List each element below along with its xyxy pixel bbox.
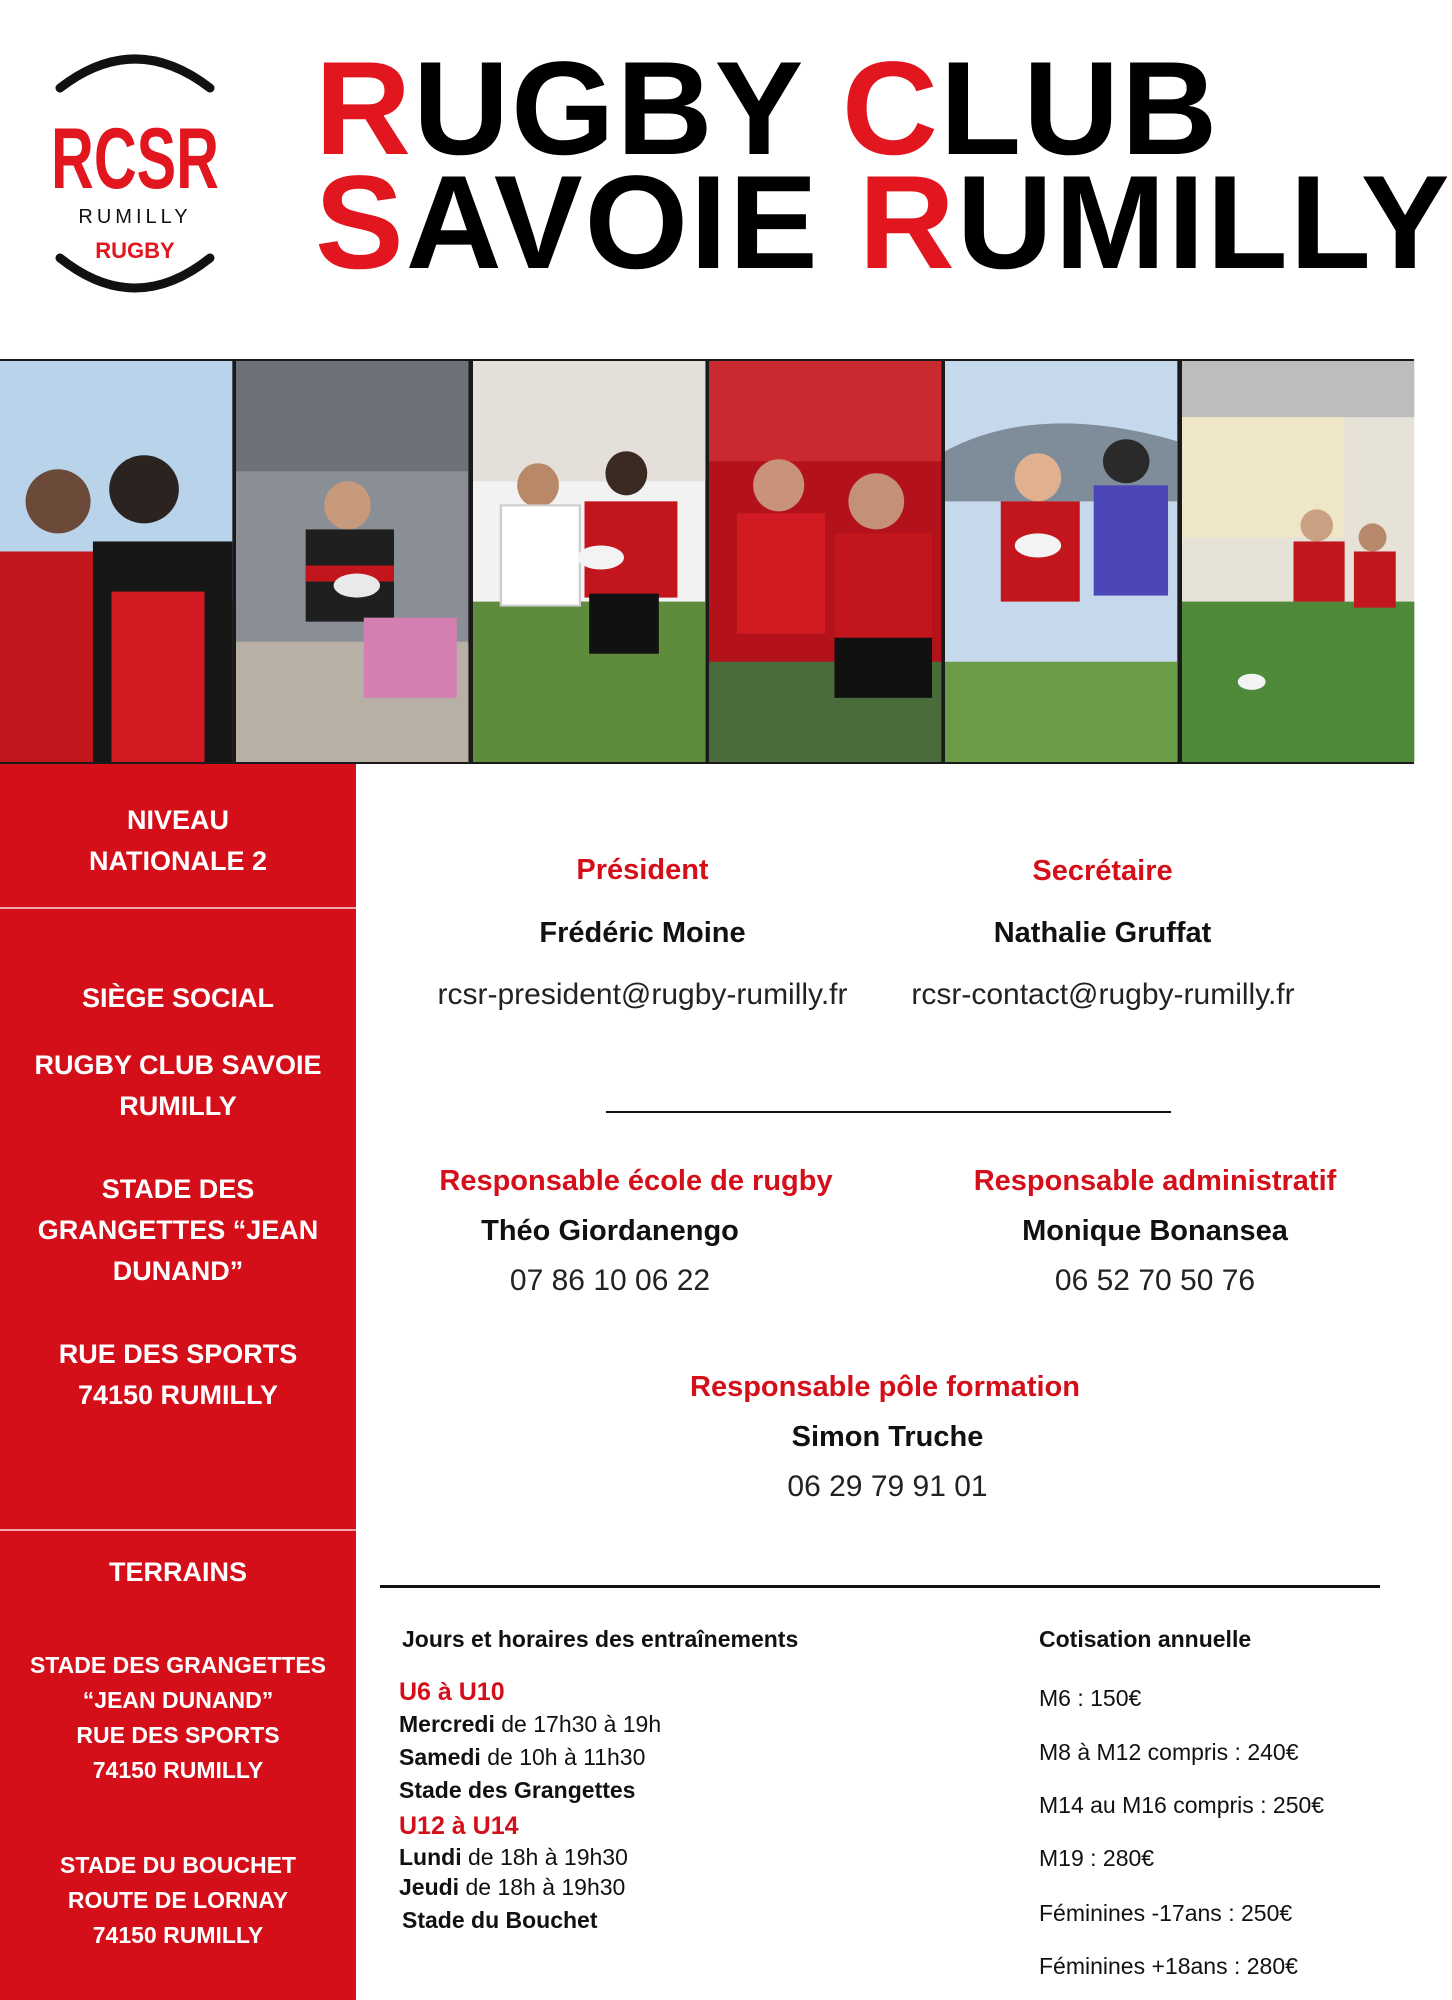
school-role: Responsable école de rugby: [439, 1165, 833, 1197]
seat-stadium: DUNAND”: [112, 1256, 244, 1286]
president-role: Président: [576, 854, 709, 886]
schedule-category: U6 à U10: [399, 1678, 505, 1706]
ground-line: STADE DES GRANGETTES: [29, 1652, 327, 1678]
title-word: LUB: [939, 35, 1220, 183]
seat-club: RUMILLY: [119, 1091, 237, 1121]
photo-team-huddle: [0, 361, 232, 762]
ground-line: ROUTE DE LORNAY: [67, 1887, 289, 1913]
photo-girl-with-ball: [945, 361, 1177, 762]
ground-line: 74150 RUMILLY: [92, 1922, 264, 1948]
photo-women-match: [473, 361, 705, 762]
seat-stadium: STADE DES: [101, 1174, 255, 1204]
schedule-day: Mercredi: [399, 1711, 495, 1737]
seat-street: RUE DES SPORTS: [58, 1339, 298, 1369]
ground-line: “JEAN DUNAND”: [82, 1687, 274, 1713]
schedule-venue: [399, 1774, 661, 1807]
club-logo: [40, 40, 230, 305]
ground-line: 74150 RUMILLY: [92, 1757, 264, 1783]
schedule-day: Lundi: [399, 1844, 462, 1870]
school-phone[interactable]: 07 86 10 06 22: [509, 1264, 711, 1297]
sidebar-divider: [0, 907, 356, 909]
schedule-group: [399, 1676, 661, 1807]
schedule-row: [399, 1872, 628, 1902]
title-initial: C: [841, 35, 940, 183]
title-word: AVOIE: [405, 149, 859, 297]
schedule-day: Jeudi: [399, 1874, 460, 1900]
schedule-group: [399, 1810, 628, 1938]
schedule-time: de 10h à 11h30: [480, 1744, 646, 1770]
schedule-heading: Jours et horaires des entraînements: [402, 1626, 799, 1652]
club-title: [315, 35, 1452, 297]
president-email[interactable]: rcsr-president@rugby-rumilly.fr: [437, 978, 848, 1011]
ground-bouchet: [0, 1848, 356, 1953]
logo-mark: RCSR: [51, 111, 219, 207]
seat-block: [0, 978, 356, 1416]
photo-senior-players: [709, 361, 941, 762]
photo-youth-player-running: [236, 361, 468, 762]
fees-heading: Cotisation annuelle: [1039, 1626, 1252, 1652]
fee-item: Féminines -17ans : 250€: [1039, 1900, 1293, 1926]
grounds-heading: TERRAINS: [108, 1557, 247, 1587]
title-word: UGBY: [413, 35, 842, 183]
seat-club: RUGBY CLUB SAVOIE: [34, 1050, 322, 1080]
fee-item: M8 à M12 compris : 240€: [1039, 1739, 1299, 1765]
logo-city: RUMILLY: [78, 206, 192, 228]
secretary-name: Nathalie Gruffat: [993, 917, 1212, 949]
schedule-day: Samedi: [399, 1744, 481, 1770]
info-sidebar: [0, 764, 356, 2000]
fee-item: Féminines +18ans : 280€: [1039, 1953, 1298, 1979]
title-initial: S: [315, 149, 406, 297]
ground-line: STADE DU BOUCHET: [60, 1852, 296, 1878]
title-initial: R: [315, 35, 414, 183]
president-name: Frédéric Moine: [539, 917, 746, 949]
schedule-venue: [399, 1902, 628, 1938]
fee-item: M19 : 280€: [1039, 1845, 1155, 1871]
grounds-block: [0, 1552, 356, 1593]
schedule-row: [399, 1741, 661, 1774]
schedule-row: [399, 1708, 661, 1741]
admin-name: Monique Bonansea: [1022, 1215, 1288, 1247]
schedule-venue-label: Stade du Bouchet: [402, 1907, 598, 1933]
seat-city: 74150 RUMILLY: [77, 1380, 279, 1410]
seat-stadium: GRANGETTES “JEAN: [37, 1215, 319, 1245]
fee-item: M6 : 150€: [1039, 1685, 1142, 1711]
school-name: Théo Giordanengo: [481, 1215, 739, 1247]
ground-line: RUE DES SPORTS: [76, 1722, 280, 1748]
level-label: NIVEAU: [126, 805, 229, 835]
section-divider: [380, 1585, 1380, 1588]
fee-item: M14 au M16 compris : 250€: [1039, 1792, 1325, 1818]
level-value: NATIONALE 2: [88, 846, 267, 876]
secretary-role: Secrétaire: [1032, 855, 1173, 887]
schedule-time: de 17h30 à 19h: [494, 1711, 662, 1737]
training-role: Responsable pôle formation: [690, 1371, 1080, 1403]
title-line-2: [315, 149, 1452, 297]
schedule-time: de 18h à 19h30: [459, 1874, 626, 1900]
photo-kick-off: [1182, 361, 1414, 762]
schedule-venue-label: Stade des Grangettes: [399, 1777, 636, 1803]
training-name: Simon Truche: [791, 1421, 984, 1453]
level-block: [0, 800, 356, 882]
secretary-email[interactable]: rcsr-contact@rugby-rumilly.fr: [911, 978, 1295, 1011]
sidebar-divider: [0, 1529, 356, 1531]
admin-phone[interactable]: 06 52 70 50 76: [1054, 1264, 1256, 1297]
title-initial: R: [858, 149, 957, 297]
admin-role: Responsable administratif: [973, 1165, 1337, 1197]
schedule-time: de 18h à 19h30: [461, 1844, 628, 1870]
ground-grangettes: [0, 1648, 356, 1788]
seat-heading: SIÈGE SOCIAL: [81, 983, 275, 1013]
title-word: UMILLY: [956, 149, 1452, 297]
photo-strip: [0, 359, 1414, 764]
logo-sport: RUGBY: [95, 238, 175, 263]
training-phone[interactable]: 06 29 79 91 01: [787, 1470, 988, 1503]
schedule-category: U12 à U14: [399, 1812, 519, 1840]
schedule-row: [399, 1842, 628, 1872]
contacts-divider: [606, 1111, 1171, 1113]
